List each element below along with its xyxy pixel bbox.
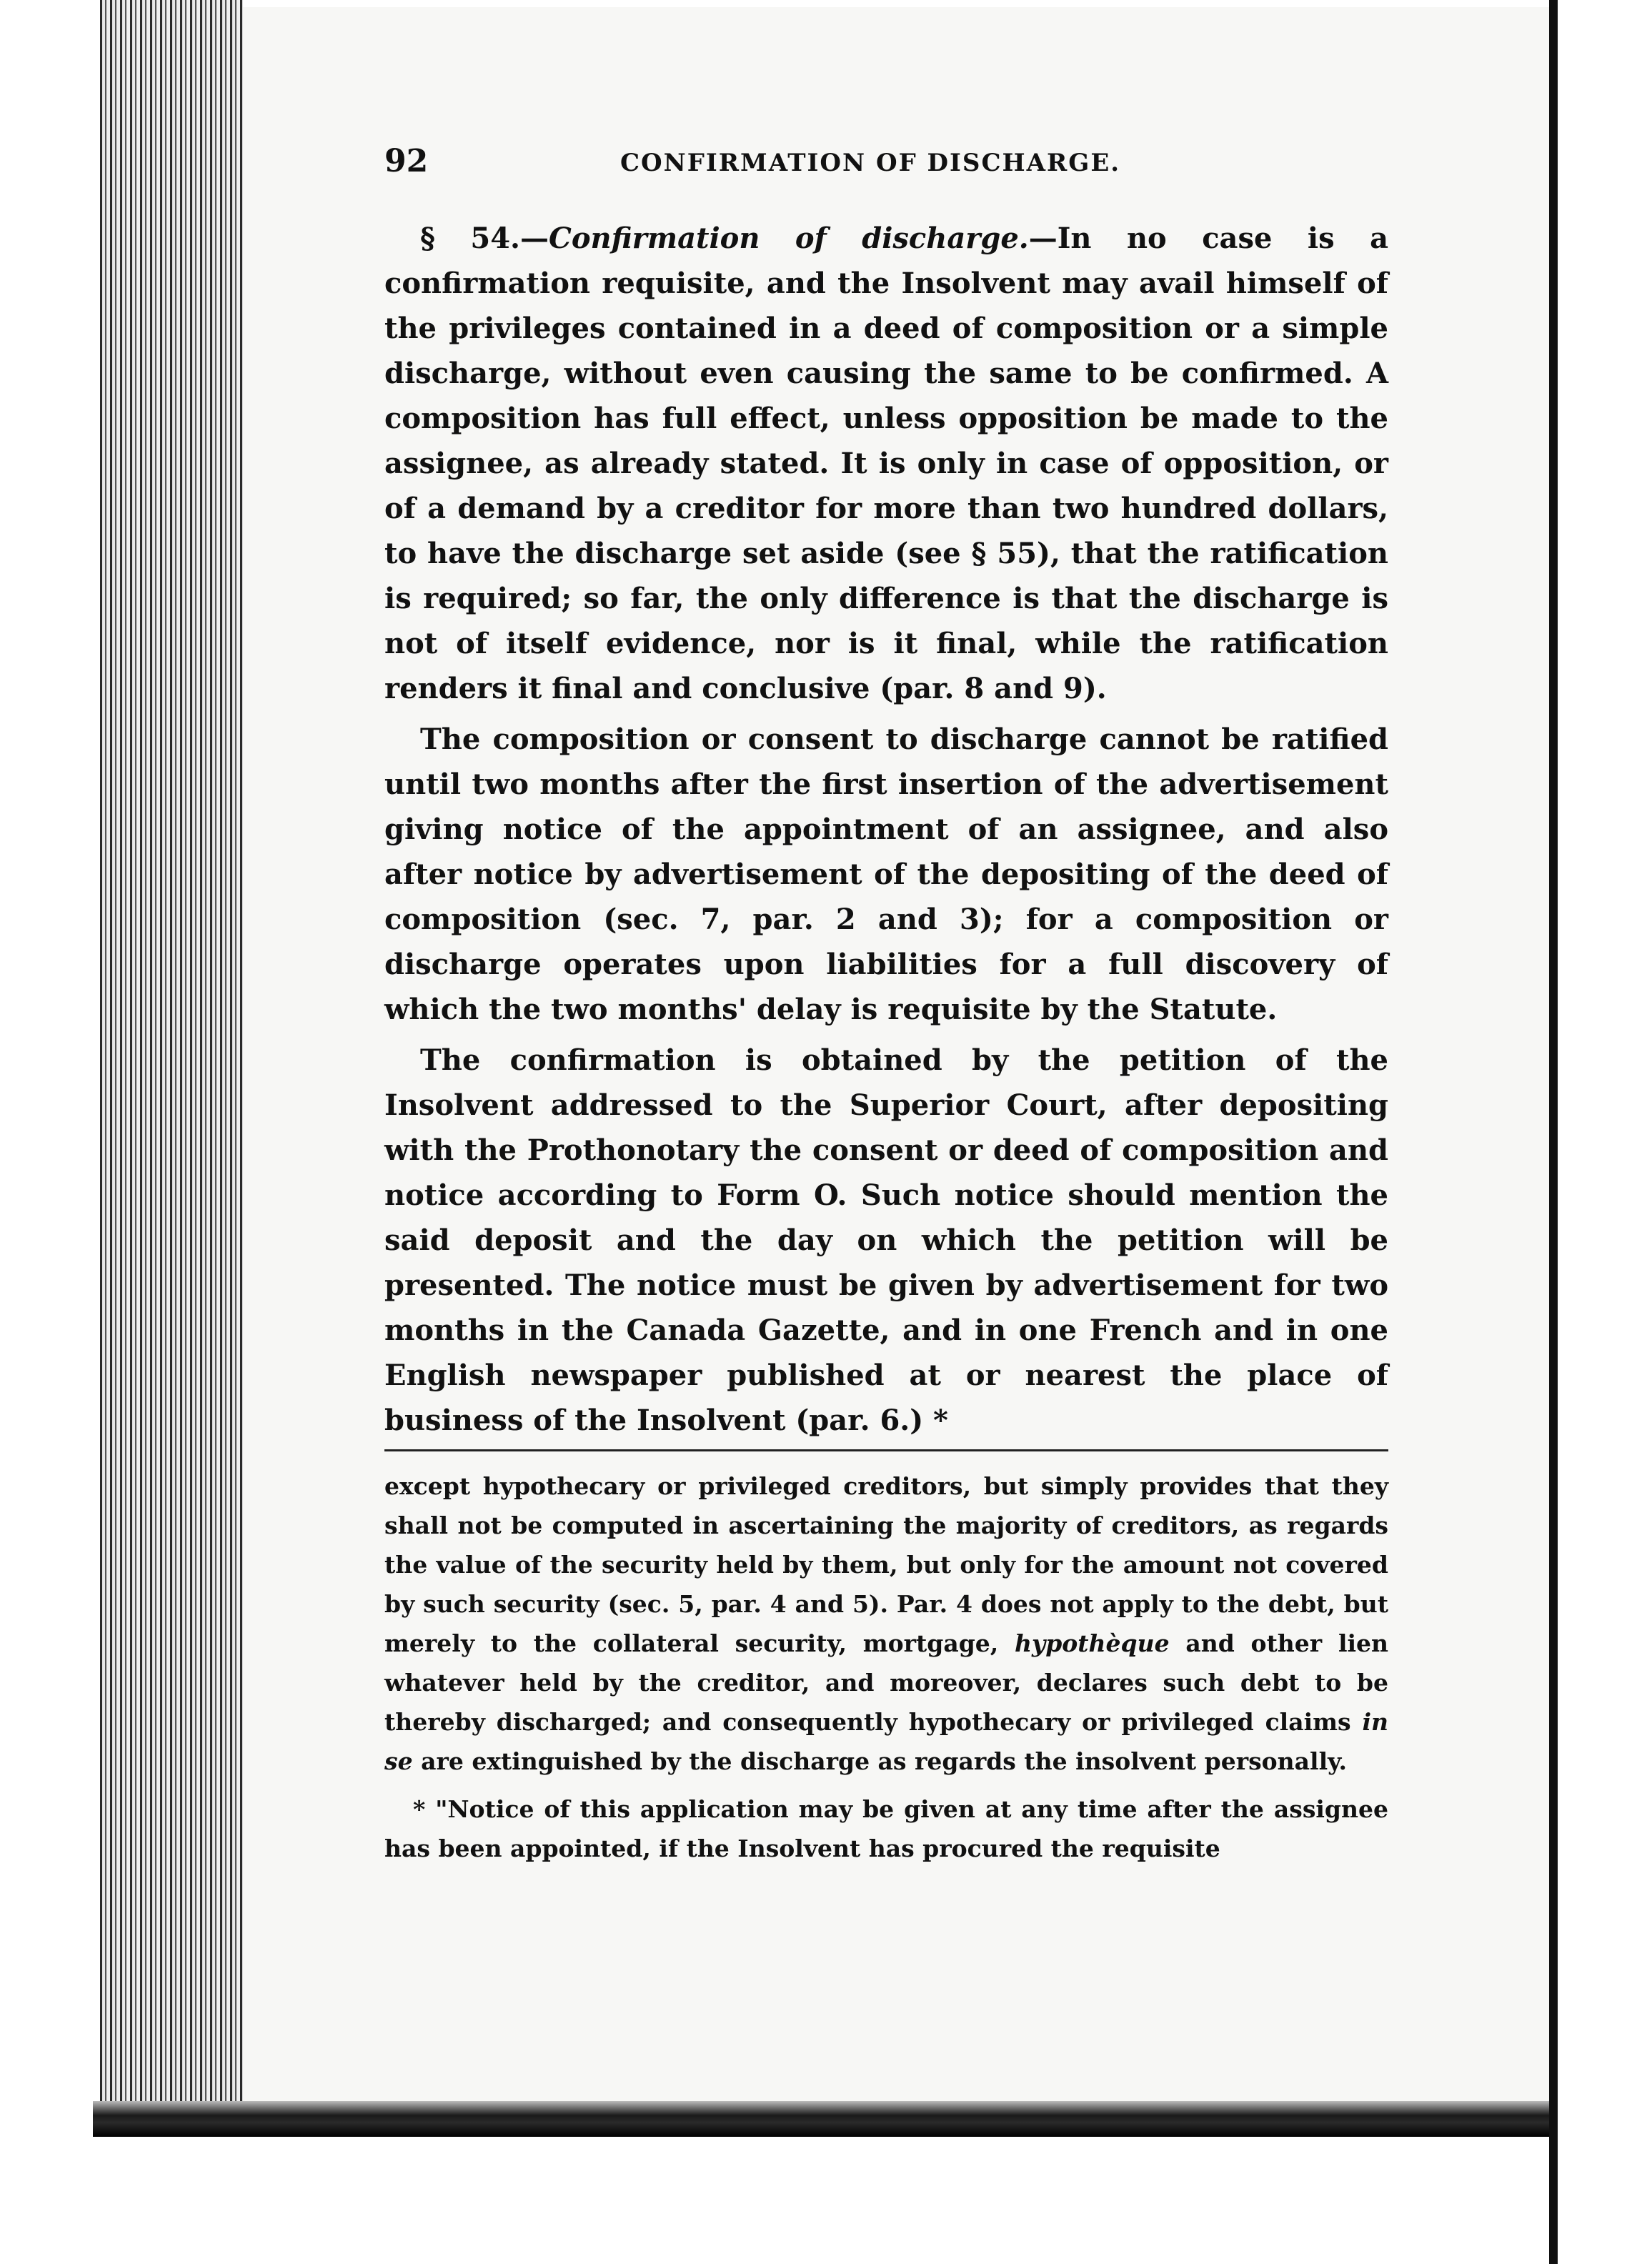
facing-page-gutter [1549, 0, 1558, 2264]
footnote-continuation [384, 1466, 1388, 1781]
footnote-cont-text-2: and other lien whatever held by the creditor, and moreover, declares such debt to be thereby discharged; and consequently hypothecary or privileged claims [384, 1629, 1389, 1736]
footnote-cont-text-3: are extinguished by the discharge as regards the insolvent personally. [412, 1747, 1348, 1775]
page-number: 92 [384, 143, 429, 179]
section-title: Confirmation of discharge. [548, 222, 1029, 255]
running-title: CONFIRMATION OF DISCHARGE. [620, 149, 1121, 177]
footnote-star: * "Notice of this application may be given at any time after the assignee has been appointed, if the Insolvent has procured the requisite [384, 1795, 1388, 1862]
book-bottom-edge [93, 2101, 1551, 2137]
footnote-italic-in-se: in se [384, 1708, 1388, 1775]
book-page-edges [100, 0, 243, 2115]
paragraph-2: The composition or consent to discharge cannot be ratified until two months after the first insertion of the advertisement giving notice of the appointment of an assignee, and also after notice by advertisement of the depositing of the deed of composition (sec. 7, par. 2 and 3); for a composition or discharge operates upon liabilities for a full discovery of which the two months' delay is requisite by the Statute. [384, 723, 1388, 1026]
paragraph-1-text: —In no case is a confirmation requisite, and the Insolvent may avail himself of the privileges contained in a deed of composition or a simple discharge, without even causing the same to be confirmed. A composition has full effect, unless opposition be made to the assignee, as already stated. It is only in case of opposition, or of a demand by a creditor for more than two hundred dollars, to have the discharge set aside (see § 55), that the ratification is required; so far, the only difference is that the discharge is not of itself evidence, nor is it final, while the ratification renders it final and conclusive (par. 8 and 9). [384, 222, 1389, 705]
footnotes [384, 1466, 1388, 1868]
footnote-italic-hypotheque: hypothèque [1015, 1629, 1170, 1657]
footnote-divider [384, 1449, 1388, 1451]
paragraph-3: The confirmation is obtained by the petition of the Insolvent addressed to the Superior Court, after depositing with the Prothonotary the consent or deed of composition and notice according to Form O. Such notice should mention the said deposit and the day on which the petition will be presented. The notice must be given by advertisement for two months in the Canada Gazette, and in one French and in one English newspaper published at or nearest the place of business of the Insolvent (par. 6.) * [384, 1043, 1388, 1437]
footnote-cont-text-1: except hypothecary or privileged creditors, but simply provides that they shall not be computed in ascertaining the majority of creditors, as regards the value of the security held by them, but only for the amount not covered by such security (sec. 5, par. 4 and 5). Par. 4 does not apply to the debt, but merely to the collateral security, mortgage, [384, 1472, 1388, 1657]
page-sheet [243, 7, 1549, 2105]
paragraph-1 [384, 216, 1388, 711]
section-number: § 54.— [420, 222, 549, 255]
running-head [384, 143, 1388, 186]
body-text [384, 216, 1388, 1449]
